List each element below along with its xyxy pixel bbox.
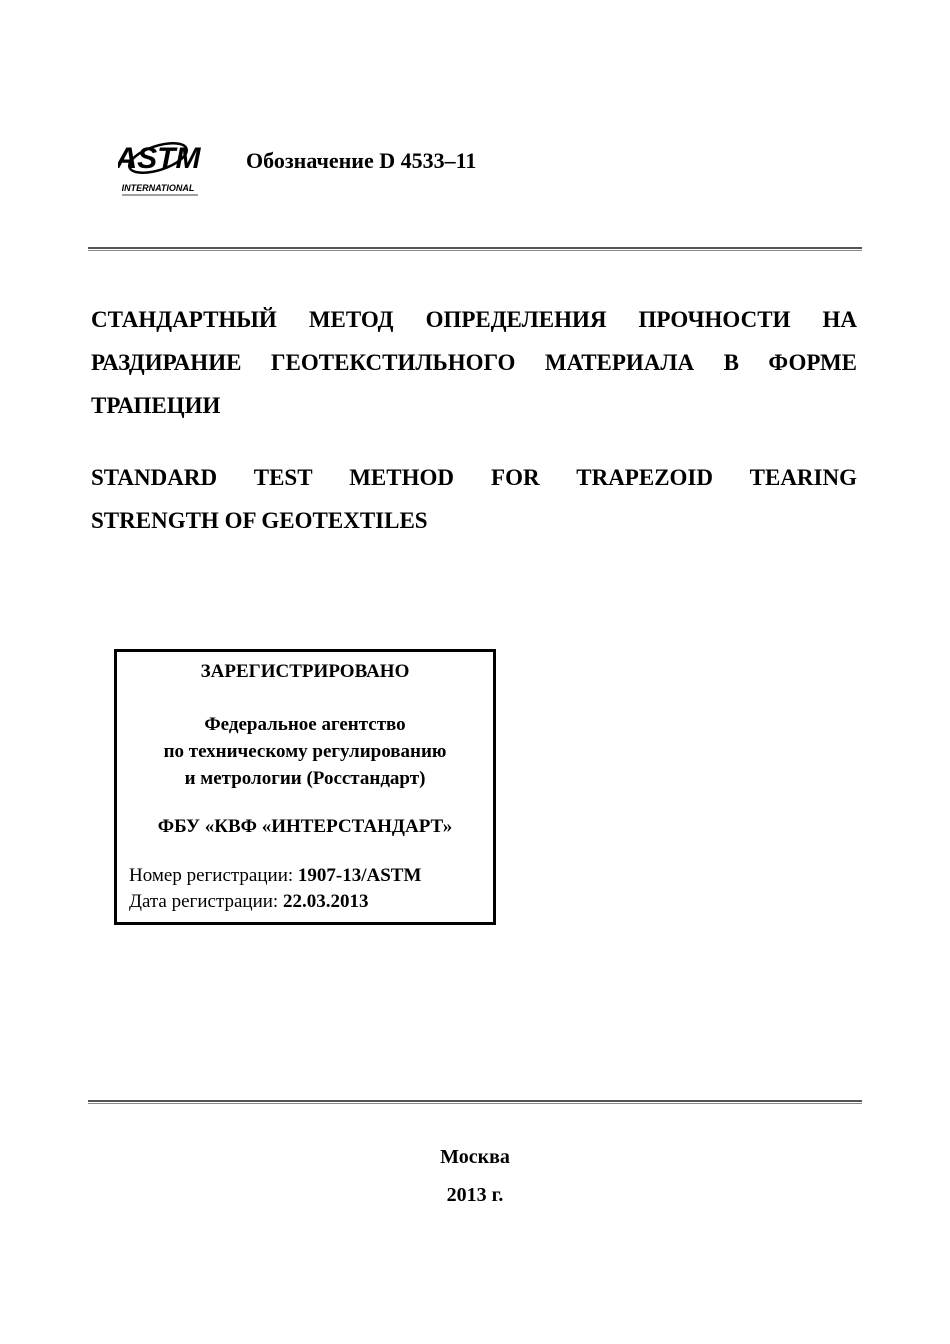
registration-date-row: [129, 891, 368, 913]
top-divider: [88, 247, 862, 251]
logo-astm-text: ASTM: [118, 142, 201, 175]
registration-date-label: Дата регистрации:: [129, 891, 283, 912]
registration-organization: ФБУ «КВФ «ИНТЕРСТАНДАРТ»: [157, 816, 453, 837]
publication-city: Москва: [440, 1146, 510, 1168]
title-english: [91, 456, 857, 542]
agency-line: по техническому регулированию: [163, 741, 447, 762]
registration-number-value: 1907-13/ASTM: [297, 865, 422, 886]
title-en-line: STRENGTH OF GEOTEXTILES: [91, 508, 428, 533]
registration-agency: [117, 711, 493, 792]
bottom-divider: [88, 1100, 862, 1104]
registration-heading: ЗАРЕГИСТРИРОВАНО: [200, 661, 410, 682]
registration-date-value: 22.03.2013: [282, 891, 369, 912]
agency-line: Федеральное агентство: [204, 714, 406, 735]
registration-box: [114, 649, 496, 925]
title-ru-line: РАЗДИРАНИЕ ГЕОТЕКСТИЛЬНОГО МАТЕРИАЛА В ФОРМЕ: [91, 350, 857, 375]
astm-logo: [118, 128, 202, 198]
document-designation: Обозначение D 4533–11: [246, 148, 477, 173]
title-en-line: STANDARD TEST METHOD FOR TRAPEZOID TEARING: [91, 465, 857, 490]
astm-emblem-icon: [118, 128, 202, 198]
agency-line: и метрологии (Росстандарт): [184, 768, 426, 789]
title-ru-line: ТРАПЕЦИИ: [91, 393, 221, 418]
registration-number-row: [129, 865, 421, 887]
publication-year: 2013 г.: [446, 1184, 504, 1206]
title-ru-line: СТАНДАРТНЫЙ МЕТОД ОПРЕДЕЛЕНИЯ ПРОЧНОСТИ НА: [91, 307, 857, 332]
logo-international-text: INTERNATIONAL: [121, 183, 195, 193]
title-russian: [91, 298, 857, 427]
registration-number-label: Номер регистрации:: [129, 865, 298, 886]
